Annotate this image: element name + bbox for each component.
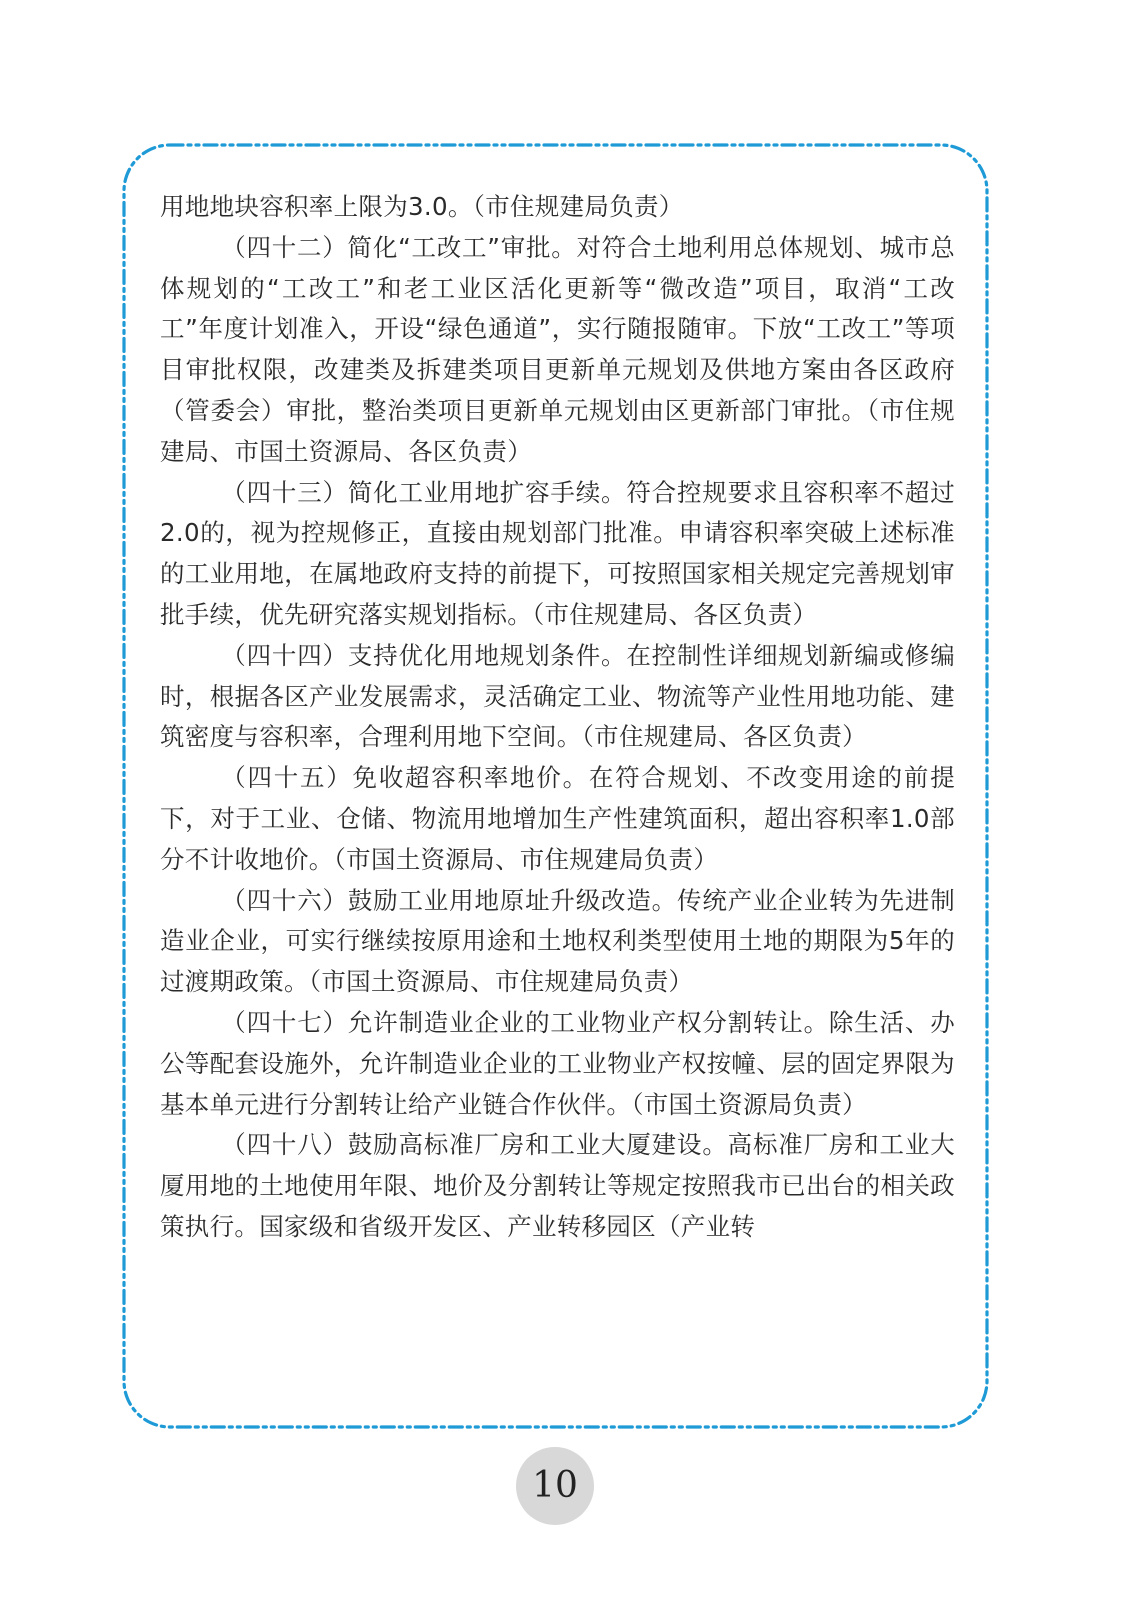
paragraph-item-46: （四十六）鼓励工业用地原址升级改造。传统产业企业转为先进制造业企业，可实行继续按原用途和土地权利类型使用土地的期限为5年的过渡期政策。（市国土资源局、市住规建局负责） bbox=[160, 885, 955, 997]
paragraph-item-47: （四十七）允许制造业企业的工业物业产权分割转让。除生活、办公等配套设施外，允许制造业企业的工业物业产权按幢、层的固定界限为基本单元进行分割转让给产业链合作伙伴。（市国土资源局负责） bbox=[160, 1007, 955, 1119]
paragraph-item-48: （四十八）鼓励高标准厂房和工业大厦建设。高标准厂房和工业大厦用地的土地使用年限、地价及分割转让等规定按照我市已出台的相关政策执行。国家级和省级开发区、产业转移园区（产业转 bbox=[160, 1130, 955, 1241]
paragraph-item-44: （四十四）支持优化用地规划条件。在控制性详细规划新编或修编时，根据各区产业发展需求，灵活确定工业、物流等产业性用地功能、建筑密度与容积率，合理利用地下空间。（市住规建局、各区负责） bbox=[160, 640, 955, 752]
paragraph-intro-tail: 用地地块容积率上限为3.0。（市住规建局负责） bbox=[160, 192, 684, 221]
document-body bbox=[160, 187, 955, 1248]
page-number-badge: 10 bbox=[516, 1447, 594, 1525]
paragraph-item-43: （四十三）简化工业用地扩容手续。符合控规要求且容积率不超过2.0的，视为控规修正，直接由规划部门批准。申请容积率突破上述标准的工业用地，在属地政府支持的前提下，可按照国家相关规定完善规划审批手续，优先研究落实规划指标。（市住规建局、各区负责） bbox=[160, 477, 955, 629]
paragraph-item-45: （四十五）免收超容积率地价。在符合规划、不改变用途的前提下，对于工业、仓储、物流用地增加生产性建筑面积，超出容积率1.0部分不计收地价。（市国土资源局、市住规建局负责） bbox=[160, 763, 955, 874]
paragraph-item-42: （四十二）简化“工改工”审批。对符合土地利用总体规划、城市总体规划的“工改工”和老工业区活化更新等“微改造”项目，取消“工改工”年度计划准入，开设“绿色通道”，实行随报随审。下放“工改工”等项目审批权限，改建类及拆建类项目更新单元规划及供地方案由各区政府（管委会）审批，整治类项目更新单元规划由区更新部门审批。（市住规建局、市国土资源局、各区负责） bbox=[160, 232, 955, 466]
